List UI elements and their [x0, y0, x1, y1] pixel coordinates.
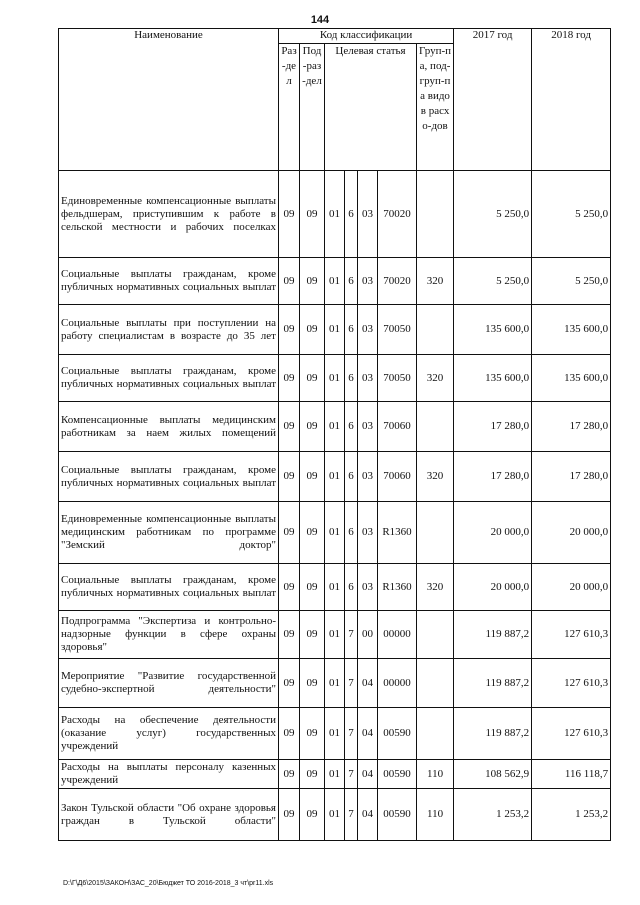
table-row: [59, 502, 611, 564]
row-name: Компенсационные выплаты медицинским работникам за наем жилых помещений: [59, 402, 279, 452]
row-amount-2018: 20 000,0: [532, 564, 611, 611]
row-amount-2017: 119 887,2: [454, 708, 532, 760]
row-amount-2018: 17 280,0: [532, 452, 611, 502]
row-section: 09: [279, 171, 300, 258]
row-target-event: 03: [358, 502, 378, 564]
header-year-2018: 2018 год: [532, 29, 611, 171]
row-amount-2018: 127 610,3: [532, 611, 611, 659]
row-amount-2017: 5 250,0: [454, 258, 532, 305]
row-section: 09: [279, 760, 300, 789]
row-target-direction: 00000: [378, 611, 417, 659]
row-target-direction: R1360: [378, 502, 417, 564]
row-target-direction: 70020: [378, 258, 417, 305]
table-row: [59, 659, 611, 708]
row-amount-2017: 5 250,0: [454, 171, 532, 258]
row-amount-2017: 119 887,2: [454, 611, 532, 659]
row-amount-2018: 5 250,0: [532, 171, 611, 258]
row-section: 09: [279, 502, 300, 564]
row-target-subprogram: 6: [345, 171, 358, 258]
table-row: [59, 760, 611, 789]
row-section: 09: [279, 564, 300, 611]
row-amount-2017: 17 280,0: [454, 452, 532, 502]
row-target-event: 04: [358, 789, 378, 841]
table-row: [59, 708, 611, 760]
table-row: [59, 305, 611, 355]
row-section: 09: [279, 305, 300, 355]
row-target-program: 01: [325, 564, 345, 611]
row-expense-group: [417, 659, 454, 708]
row-target-subprogram: 6: [345, 564, 358, 611]
header-target-article: Целевая статья: [325, 44, 417, 171]
row-subsection: 09: [300, 564, 325, 611]
row-target-subprogram: 6: [345, 305, 358, 355]
table-header: [59, 29, 611, 171]
row-expense-group: 320: [417, 452, 454, 502]
row-target-event: 03: [358, 171, 378, 258]
row-target-event: 03: [358, 402, 378, 452]
row-target-subprogram: 6: [345, 258, 358, 305]
row-expense-group: [417, 402, 454, 452]
row-subsection: 09: [300, 305, 325, 355]
row-name: Социальные выплаты гражданам, кроме публичных нормативных социальных выплат: [59, 258, 279, 305]
row-section: 09: [279, 355, 300, 402]
row-target-direction: 70060: [378, 452, 417, 502]
row-section: 09: [279, 258, 300, 305]
row-target-direction: R1360: [378, 564, 417, 611]
header-subsection: Под-раз-дел: [300, 44, 325, 171]
row-section: 09: [279, 402, 300, 452]
row-target-direction: 00000: [378, 659, 417, 708]
row-target-program: 01: [325, 305, 345, 355]
row-target-direction: 70050: [378, 305, 417, 355]
row-section: 09: [279, 452, 300, 502]
row-target-program: 01: [325, 258, 345, 305]
row-amount-2018: 127 610,3: [532, 659, 611, 708]
row-target-subprogram: 6: [345, 502, 358, 564]
row-amount-2017: 1 253,2: [454, 789, 532, 841]
row-target-event: 04: [358, 760, 378, 789]
row-target-subprogram: 7: [345, 708, 358, 760]
row-expense-group: [417, 611, 454, 659]
row-subsection: 09: [300, 659, 325, 708]
header-year-2017: 2017 год: [454, 29, 532, 171]
row-expense-group: [417, 171, 454, 258]
row-target-subprogram: 7: [345, 760, 358, 789]
row-target-program: 01: [325, 171, 345, 258]
row-expense-group: 320: [417, 355, 454, 402]
row-name: Социальные выплаты гражданам, кроме публичных нормативных социальных выплат: [59, 355, 279, 402]
row-amount-2018: 116 118,7: [532, 760, 611, 789]
table-row: [59, 402, 611, 452]
table-row: [59, 171, 611, 258]
row-target-program: 01: [325, 452, 345, 502]
row-target-event: 03: [358, 564, 378, 611]
row-amount-2018: 17 280,0: [532, 402, 611, 452]
row-target-direction: 70050: [378, 355, 417, 402]
row-subsection: 09: [300, 708, 325, 760]
row-target-direction: 70020: [378, 171, 417, 258]
row-target-event: 03: [358, 355, 378, 402]
row-expense-group: 110: [417, 789, 454, 841]
table-row: [59, 564, 611, 611]
row-amount-2017: 108 562,9: [454, 760, 532, 789]
header-expense-group: Груп-па, под-груп-па видов расхо-дов: [417, 44, 454, 171]
row-expense-group: [417, 708, 454, 760]
header-name: Наименование: [59, 29, 279, 171]
row-target-subprogram: 7: [345, 789, 358, 841]
row-name: Единовременные компенсационные выплаты медицинским работникам по программе "Земский доктор": [59, 502, 279, 564]
row-target-event: 03: [358, 258, 378, 305]
row-name: Мероприятие "Развитие государственной судебно-экспертной деятельности": [59, 659, 279, 708]
row-expense-group: 110: [417, 760, 454, 789]
row-target-subprogram: 7: [345, 611, 358, 659]
budget-table: [58, 28, 611, 841]
row-expense-group: 320: [417, 564, 454, 611]
row-target-subprogram: 6: [345, 452, 358, 502]
row-amount-2018: 127 610,3: [532, 708, 611, 760]
row-subsection: 09: [300, 789, 325, 841]
row-subsection: 09: [300, 452, 325, 502]
row-amount-2018: 135 600,0: [532, 355, 611, 402]
row-section: 09: [279, 789, 300, 841]
row-target-direction: 00590: [378, 708, 417, 760]
row-target-program: 01: [325, 760, 345, 789]
row-section: 09: [279, 708, 300, 760]
row-target-event: 03: [358, 305, 378, 355]
row-target-program: 01: [325, 789, 345, 841]
row-target-event: 04: [358, 708, 378, 760]
row-target-event: 03: [358, 452, 378, 502]
row-target-direction: 00590: [378, 760, 417, 789]
row-name: Социальные выплаты гражданам, кроме публичных нормативных социальных выплат: [59, 564, 279, 611]
row-target-event: 00: [358, 611, 378, 659]
row-name: Подпрограмма "Экспертиза и контрольно-надзорные функции в сфере охраны здоровья": [59, 611, 279, 659]
row-target-event: 04: [358, 659, 378, 708]
row-amount-2017: 119 887,2: [454, 659, 532, 708]
row-amount-2017: 20 000,0: [454, 564, 532, 611]
row-target-subprogram: 6: [345, 402, 358, 452]
header-classification-code: Код классификации: [279, 29, 454, 44]
header-section: Раз-дел: [279, 44, 300, 171]
row-target-program: 01: [325, 402, 345, 452]
row-amount-2018: 135 600,0: [532, 305, 611, 355]
page-number: 144: [310, 14, 330, 26]
row-subsection: 09: [300, 760, 325, 789]
row-amount-2017: 20 000,0: [454, 502, 532, 564]
row-amount-2018: 20 000,0: [532, 502, 611, 564]
row-amount-2017: 135 600,0: [454, 355, 532, 402]
row-target-subprogram: 7: [345, 659, 358, 708]
row-name: Социальные выплаты гражданам, кроме публичных нормативных социальных выплат: [59, 452, 279, 502]
row-subsection: 09: [300, 355, 325, 402]
row-subsection: 09: [300, 611, 325, 659]
row-target-direction: 70060: [378, 402, 417, 452]
table-row: [59, 452, 611, 502]
row-subsection: 09: [300, 402, 325, 452]
table-row: [59, 789, 611, 841]
row-expense-group: [417, 502, 454, 564]
row-target-program: 01: [325, 708, 345, 760]
file-path-footer: D:\Г\Д6\2015\ЗАКОН\ЗАС_20\Бюджет ТО 2016-2018_3 чт\pr11.xls: [63, 880, 274, 887]
row-amount-2017: 17 280,0: [454, 402, 532, 452]
row-amount-2018: 1 253,2: [532, 789, 611, 841]
row-target-program: 01: [325, 659, 345, 708]
row-target-program: 01: [325, 355, 345, 402]
row-expense-group: 320: [417, 258, 454, 305]
table-row: [59, 611, 611, 659]
row-target-subprogram: 6: [345, 355, 358, 402]
row-name: Единовременные компенсационные выплаты фельдшерам, приступившим к работе в сельской местности и рабочих поселках: [59, 171, 279, 258]
row-expense-group: [417, 305, 454, 355]
row-target-program: 01: [325, 611, 345, 659]
row-amount-2018: 5 250,0: [532, 258, 611, 305]
row-amount-2017: 135 600,0: [454, 305, 532, 355]
row-subsection: 09: [300, 502, 325, 564]
row-subsection: 09: [300, 258, 325, 305]
row-subsection: 09: [300, 171, 325, 258]
row-name: Закон Тульской области "Об охране здоровья граждан в Тульской области": [59, 789, 279, 841]
table-row: [59, 258, 611, 305]
row-section: 09: [279, 659, 300, 708]
row-name: Социальные выплаты при поступлении на работу специалистам в возрасте до 35 лет: [59, 305, 279, 355]
row-name: Расходы на обеспечение деятельности (оказание услуг) государственных учреждений: [59, 708, 279, 760]
row-target-direction: 00590: [378, 789, 417, 841]
row-name: Расходы на выплаты персоналу казенных учреждений: [59, 760, 279, 789]
row-target-program: 01: [325, 502, 345, 564]
table-body: [59, 171, 611, 841]
table-row: [59, 355, 611, 402]
row-section: 09: [279, 611, 300, 659]
